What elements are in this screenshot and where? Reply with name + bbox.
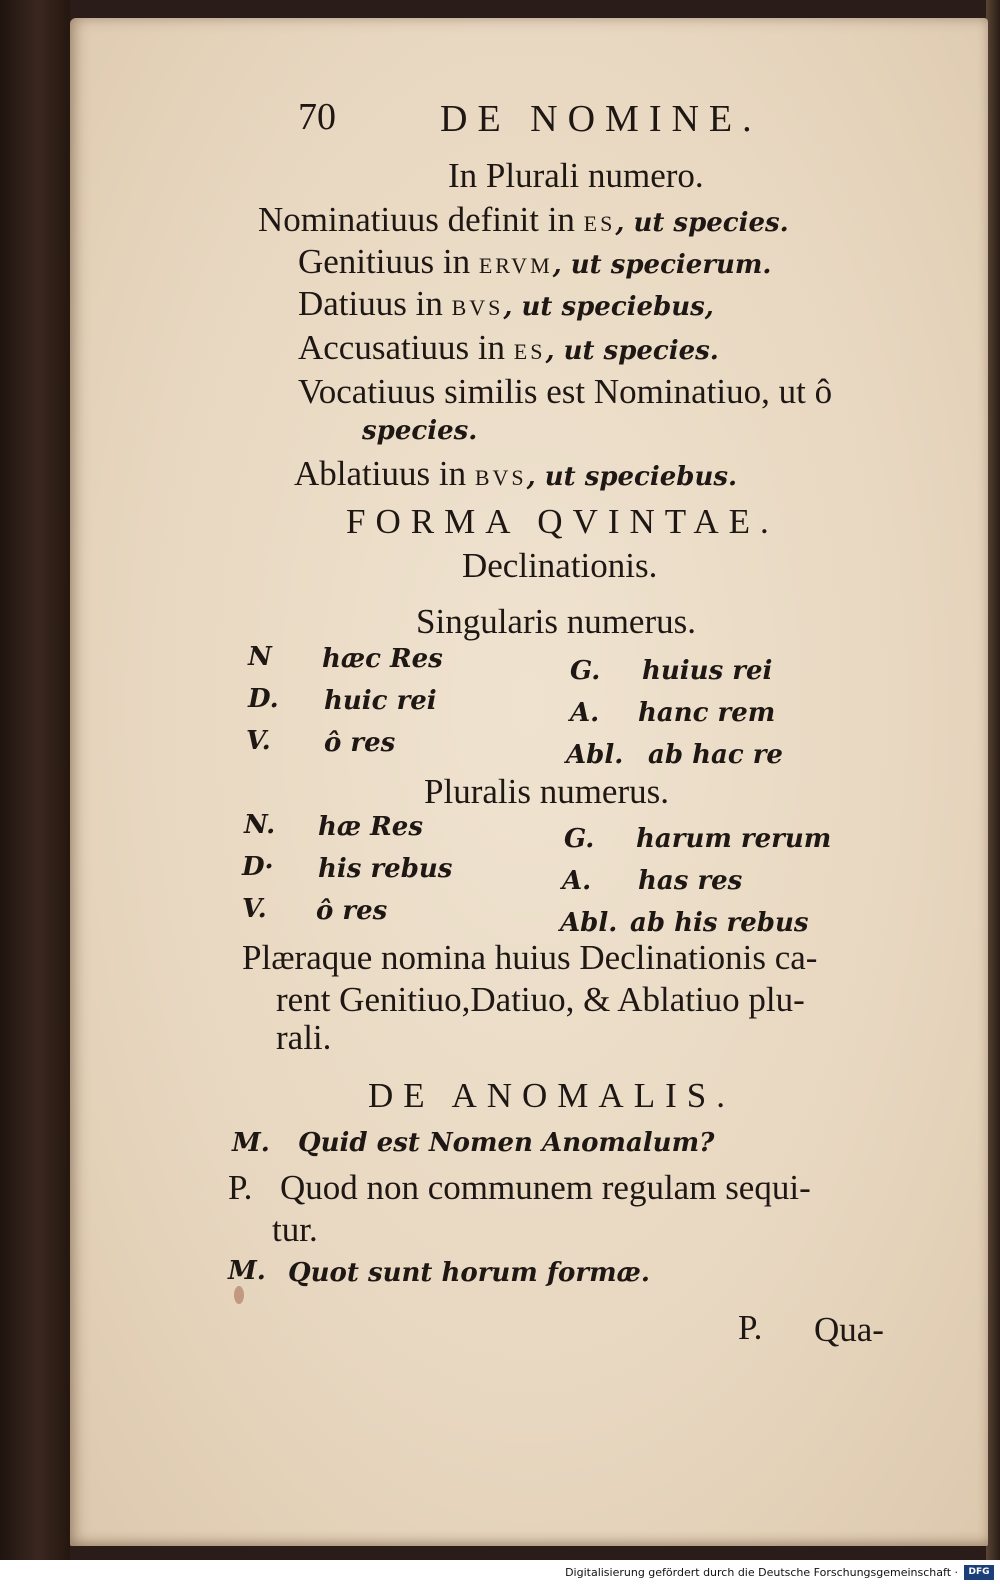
- genitive-example: , ut specierum.: [552, 250, 772, 280]
- dative-line: [298, 286, 714, 321]
- book-edge-right: [986, 0, 1000, 1560]
- singular-heading: Singularis numerus.: [416, 602, 696, 641]
- anomalis-title: DE ANOMALIS.: [368, 1076, 735, 1115]
- dative-example: , ut speciebus,: [503, 292, 714, 322]
- plural-case-n: N.: [244, 810, 276, 840]
- catchword: Qua-: [814, 1310, 884, 1349]
- question-1-speaker: M.: [232, 1128, 270, 1158]
- dative-ending: BVS: [451, 295, 504, 320]
- plural-case-a: A.: [562, 866, 592, 896]
- page-number: 70: [298, 96, 336, 138]
- note-line-1: Plæraque nomina huius Declinationis ca-: [242, 938, 818, 977]
- accusative-example: , ut species.: [545, 336, 719, 366]
- accusative-ending: ES: [513, 339, 546, 364]
- genitive-line: [298, 244, 771, 279]
- ablative-text: Ablatiuus in: [294, 454, 467, 493]
- singular-form-v: ô res: [324, 728, 396, 758]
- stain: [234, 1286, 244, 1304]
- nominative-line: [258, 202, 789, 237]
- plural-form-abl: ab his rebus: [630, 908, 809, 938]
- note-line-2: rent Genitiuo,Datiuo, & Ablatiuo plu-: [276, 980, 805, 1019]
- running-title: DE NOMINE.: [440, 98, 762, 140]
- nominative-text: Nominatiuus definit in: [258, 200, 575, 239]
- fifth-form-subtitle: Declinationis.: [462, 546, 658, 585]
- book-binding-left: [0, 0, 70, 1560]
- plural-form-v: ô res: [316, 896, 388, 926]
- accusative-text: Accusatiuus in: [298, 328, 506, 367]
- ablative-example: , ut speciebus.: [526, 462, 738, 492]
- accusative-line: [298, 330, 719, 365]
- plural-form-a: has res: [638, 866, 743, 896]
- question-2-speaker: M.: [228, 1256, 266, 1286]
- question-2-text: Quot sunt horum formæ.: [288, 1258, 650, 1288]
- plural-form-d: his rebus: [318, 854, 453, 884]
- singular-case-d: D.: [248, 684, 279, 714]
- vocative-line-1: Vocatiuus similis est Nominatiuo, ut ô: [298, 372, 833, 411]
- ablative-ending: BVS: [474, 465, 527, 490]
- genitive-ending: ERVM: [478, 253, 553, 278]
- dative-text: Datiuus in: [298, 284, 443, 323]
- funding-credit: Digitalisierung gefördert durch die Deutsche Forschungsgemeinschaft ·: [565, 1566, 958, 1579]
- plural-case-g: G.: [564, 824, 595, 854]
- singular-form-d: huic rei: [324, 686, 437, 716]
- singular-form-n: hæc Res: [322, 644, 443, 674]
- catchword-speaker: P.: [738, 1308, 763, 1347]
- plural-case-abl: Abl.: [560, 908, 618, 938]
- nominative-ending: ES: [583, 211, 616, 236]
- singular-case-a: A.: [570, 698, 600, 728]
- ablative-line: [294, 456, 737, 491]
- plural-form-n: hæ Res: [318, 812, 423, 842]
- singular-case-g: G.: [570, 656, 601, 686]
- singular-case-n: N: [248, 642, 272, 672]
- singular-case-v: V.: [246, 726, 271, 756]
- answer-1-speaker: P.: [228, 1168, 253, 1207]
- dfg-logo: DFG: [964, 1565, 994, 1580]
- plural-form-g: harum rerum: [636, 824, 832, 854]
- nominative-example: , ut species.: [615, 208, 789, 238]
- fifth-form-title: FORMA QVINTAE.: [346, 502, 779, 541]
- vocative-line-2: species.: [362, 416, 478, 446]
- note-line-3: rali.: [276, 1018, 332, 1057]
- plural-heading: In Plurali numero.: [448, 156, 704, 195]
- plural-table-heading: Pluralis numerus.: [424, 772, 669, 811]
- answer-1-line-2: tur.: [272, 1210, 318, 1249]
- plural-case-v: V.: [242, 894, 267, 924]
- book-page: [70, 18, 988, 1546]
- singular-case-abl: Abl.: [566, 740, 624, 770]
- plural-case-d: D·: [242, 852, 274, 882]
- question-1-text: Quid est Nomen Anomalum?: [298, 1128, 715, 1158]
- genitive-text: Genitiuus in: [298, 242, 471, 281]
- answer-1-line-1: Quod non communem regulam sequi-: [280, 1168, 811, 1207]
- singular-form-a: hanc rem: [638, 698, 776, 728]
- singular-form-abl: ab hac re: [648, 740, 783, 770]
- singular-form-g: huius rei: [642, 656, 773, 686]
- footer-bar: [0, 1560, 1000, 1584]
